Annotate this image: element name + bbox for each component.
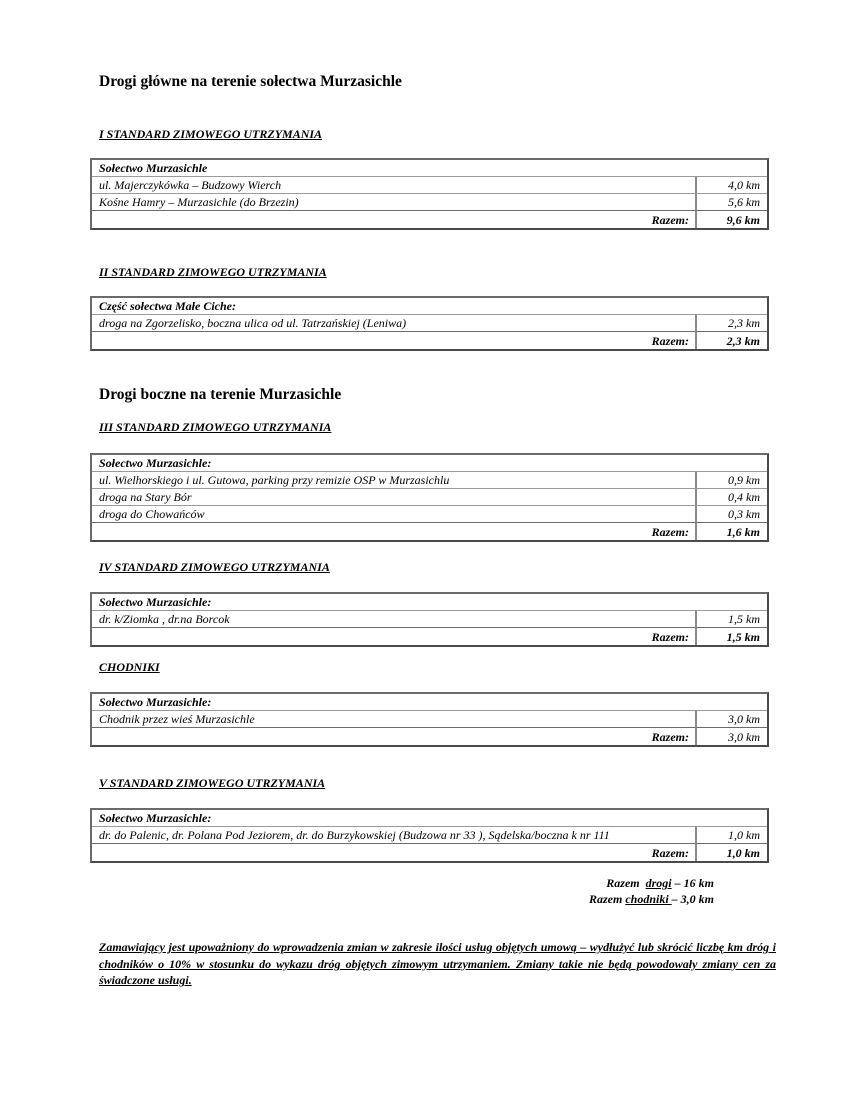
roads-summary	[606, 876, 714, 891]
total-km: 1,0 km	[695, 843, 767, 861]
summary-value: – 16 km	[671, 876, 714, 890]
road-name: Kośne Hamry – Murzasichle (do Brzezin)	[92, 193, 695, 210]
table-header: Część sołectwa Małe Ciche:	[99, 299, 236, 313]
total-km: 9,6 km	[695, 210, 767, 228]
total-label: Razem:	[92, 210, 695, 228]
standard-3-heading: III STANDARD ZIMOWEGO UTRZYMANIA	[99, 420, 332, 434]
road-name: ul. Wielhorskiego i ul. Gutowa, parking przy remizie OSP w Murzasichlu	[92, 471, 695, 488]
total-km: 3,0 km	[695, 727, 767, 745]
standard-5-heading: V STANDARD ZIMOWEGO UTRZYMANIA	[99, 776, 326, 790]
table-header: Sołectwo Murzasichle:	[99, 695, 212, 709]
total-row	[92, 727, 767, 745]
road-km: 5,6 km	[695, 193, 767, 210]
total-km: 1,5 km	[695, 627, 767, 645]
total-row	[92, 627, 767, 645]
table-header: Sołectwo Murzasichle	[99, 161, 208, 175]
standard-1-heading: I STANDARD ZIMOWEGO UTRZYMANIA	[99, 127, 323, 141]
summary-prefix: Razem	[588, 892, 626, 906]
table-row	[92, 176, 767, 193]
road-name: ul. Majerczykówka – Budzowy Wierch	[92, 176, 695, 193]
table-header-row	[92, 160, 767, 176]
standard-3-table	[90, 453, 769, 542]
table-header-row	[92, 455, 767, 471]
summary-word: chodniki	[625, 892, 672, 906]
total-label: Razem:	[92, 331, 695, 349]
total-label: Razem:	[92, 727, 695, 745]
road-name: dr. do Palenic, dr. Polana Pod Jeziorem, dr. do Burzykowskiej (Budzowa nr 33 ), Sądelska/boczna k nr 111	[92, 826, 695, 843]
standard-4-table	[90, 592, 769, 647]
table-header: Sołectwo Murzasichle:	[99, 456, 212, 470]
total-row	[92, 843, 767, 861]
road-name: droga do Chowańców	[92, 505, 695, 522]
road-km: 1,5 km	[695, 610, 767, 627]
summary-value: – 3,0 km	[671, 892, 714, 906]
summary-word: drogi	[645, 876, 672, 890]
table-row	[92, 314, 767, 331]
contract-note: Zamawiający jest upoważniony do wprowadzenia zmian w zakresie ilości usług objętych umową – wydłużyć lub skrócić liczbę km dróg i chodników o 10% w stosunku do wykazu dróg objętych zimowym utrzymaniem. Zmiany takie nie będą powodowały zmiany cen za świadczone usługi.	[99, 940, 776, 987]
side-roads-title: Drogi boczne na terenie Murzasichle	[99, 386, 342, 403]
sidewalks-table	[90, 692, 769, 747]
road-km: 2,3 km	[695, 314, 767, 331]
sidewalks-heading: CHODNIKI	[99, 660, 160, 674]
total-row	[92, 210, 767, 228]
road-name: droga na Stary Bór	[92, 488, 695, 505]
road-km: 4,0 km	[695, 176, 767, 193]
sidewalks-summary	[589, 892, 714, 907]
standard-2-heading: II STANDARD ZIMOWEGO UTRZYMANIA	[99, 265, 327, 279]
table-header: Sołectwo Murzasichle:	[99, 595, 212, 609]
road-km: 3,0 km	[695, 710, 767, 727]
road-name: dr. k/Ziomka , dr.na Borcok	[92, 610, 695, 627]
standard-1-table	[90, 158, 769, 230]
road-km: 0,9 km	[695, 471, 767, 488]
table-row	[92, 710, 767, 727]
road-km: 0,4 km	[695, 488, 767, 505]
road-name: Chodnik przez wieś Murzasichle	[92, 710, 695, 727]
road-name: droga na Zgorzelisko, boczna ulica od ul. Tatrzańskiej (Leniwa)	[92, 314, 695, 331]
total-label: Razem:	[92, 522, 695, 540]
main-roads-title: Drogi główne na terenie sołectwa Murzasichle	[99, 73, 402, 90]
table-header: Sołectwo Murzasichle:	[99, 811, 212, 825]
summary-prefix: Razem	[606, 876, 646, 890]
standard-4-heading: IV STANDARD ZIMOWEGO UTRZYMANIA	[99, 560, 330, 574]
standard-5-table	[90, 808, 769, 863]
road-km: 0,3 km	[695, 505, 767, 522]
total-km: 2,3 km	[695, 331, 767, 349]
total-row	[92, 522, 767, 540]
road-km: 1,0 km	[695, 826, 767, 843]
table-row	[92, 505, 767, 522]
total-label: Razem:	[92, 843, 695, 861]
total-km: 1,6 km	[695, 522, 767, 540]
table-row	[92, 826, 767, 843]
table-header-row	[92, 694, 767, 710]
table-row	[92, 488, 767, 505]
table-row	[92, 471, 767, 488]
table-header-row	[92, 810, 767, 826]
table-header-row	[92, 298, 767, 314]
table-header-row	[92, 594, 767, 610]
table-row	[92, 610, 767, 627]
table-row	[92, 193, 767, 210]
standard-2-table	[90, 296, 769, 351]
total-label: Razem:	[92, 627, 695, 645]
total-row	[92, 331, 767, 349]
